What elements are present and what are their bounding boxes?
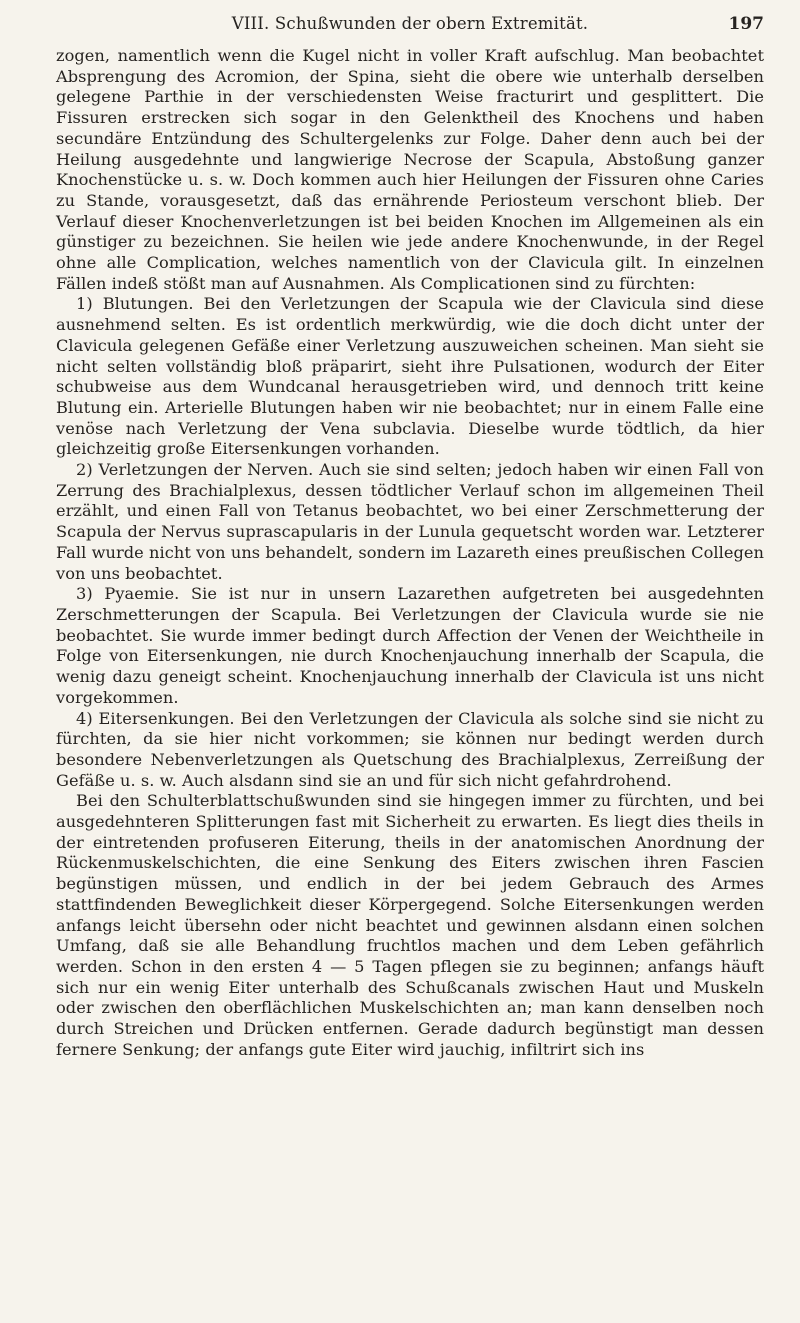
paragraph: 2) Verletzungen der Nerven. Auch sie sind selten; jedoch haben wir einen Fall von Zerrung des Brachialplexus, dessen tödtlicher Verlauf schon im allgemeinen Theil erzählt, und einen Fall von Tetanus beobachtet, wo bei einer Zerschmetterung der Scapula der Nervus suprascapularis in der Lunula gequetscht worden war. Letzterer Fall wurde nicht von uns behandelt, sondern im Lazareth eines preußischen Collegen von uns beobachtet.: [56, 460, 764, 583]
paragraph: 4) Eitersenkungen. Bei den Verletzungen der Clavicula als solche sind sie nicht zu fürchten, da sie hier nicht vorkommen; sie können nur bedingt werden durch besondere Nebenverletzungen als Quetschung des Brachialplexus, Zerreißung der Gefäße u. s. w. Auch alsdann sind sie an und für sich nicht gefahrdrohend.: [56, 708, 764, 790]
body-text: [56, 46, 764, 1060]
paragraph: 3) Pyaemie. Sie ist nur in unsern Lazarethen aufgetreten bei ausgedehnten Zerschmetterungen der Scapula. Bei Verletzungen der Clavicula wurde sie nie beobachtet. Sie wurde immer bedingt durch Affection der Venen der Weichtheile in Folge von Eitersenkungen, nie durch Knochenjauchung innerhalb der Scapula, die wenig dazu geneigt scheint. Knochenjauchung innerhalb der Clavicula ist uns nicht vorgekommen.: [56, 584, 764, 707]
page-header: [56, 14, 764, 42]
paragraph: zogen, namentlich wenn die Kugel nicht in voller Kraft aufschlug. Man beobachtet Absprengung des Acromion, der Spina, sieht die obere wie unterhalb derselben gelegene Parthie in der verschiedensten Weise fracturirt und gesplittert. Die Fissuren erstrecken sich sogar in den Gelenktheil des Knochens und haben secundäre Entzündung des Schultergelenks zur Folge. Daher denn auch bei der Heilung ausgedehnte und langwierige Necrose der Scapula, Abstoßung ganzer Knochenstücke u. s. w. Doch kommen auch hier Heilungen der Fissuren ohne Caries zu Stande, vorausgesetzt, daß das ernährende Periosteum verschont blieb. Der Verlauf dieser Knochenverletzungen ist bei beiden Knochen im Allgemeinen als ein günstiger zu bezeichnen. Sie heilen wie jede andere Knochenwunde, in der Regel ohne alle Complication, welches namentlich von der Clavicula gilt. In einzelnen Fällen indeß stößt man auf Ausnahmen. Als Complicationen sind zu fürchten:: [56, 46, 764, 293]
paragraph: 1) Blutungen. Bei den Verletzungen der Scapula wie der Clavicula sind diese ausnehmend selten. Es ist ordentlich merkwürdig, wie die doch dicht unter der Clavicula gelegenen Gefäße einer Verletzung auszuweichen scheinen. Man sieht sie nicht selten vollständig bloß präparirt, sieht ihre Pulsationen, wodurch der Eiter schubweise aus dem Wundcanal herausgetrieben wird, und dennoch tritt keine Blutung ein. Arterielle Blutungen haben wir nie beobachtet; nur in einem Falle eine venöse nach Verletzung der Vena subclavia. Dieselbe wurde tödtlich, da hier gleichzeitig große Eitersenkungen vorhanden.: [56, 294, 764, 459]
page-number: 197: [728, 14, 764, 34]
running-title: VIII. Schußwunden der obern Extremität.: [231, 14, 589, 33]
paragraph: Bei den Schulterblattschußwunden sind sie hingegen immer zu fürchten, und bei ausgedehnteren Splitterungen fast mit Sicherheit zu erwarten. Es liegt dies theils in der eintretenden profuseren Eiterung, theils in der anatomischen Anordnung der Rückenmuskelschichten, die eine Senkung des Eiters zwischen ihren Fascien begünstigen müssen, und endlich in der bei jedem Gebrauch des Armes stattfindenden Beweglichkeit dieser Körpergegend. Solche Eitersenkungen werden anfangs leicht übersehn oder nicht beachtet und gewinnen alsdann einen solchen Umfang, daß sie alle Behandlung fruchtlos machen und dem Leben gefährlich werden. Schon in den ersten 4 — 5 Tagen pflegen sie zu beginnen; anfangs häuft sich nur ein wenig Eiter unterhalb des Schußcanals zwischen Haut und Muskeln oder zwischen den oberflächlichen Muskelschichten an; man kann denselben noch durch Streichen und Drücken entfernen. Gerade dadurch begünstigt man dessen fernere Senkung; der anfangs gute Eiter wird jauchig, infiltrirt sich ins: [56, 791, 764, 1059]
